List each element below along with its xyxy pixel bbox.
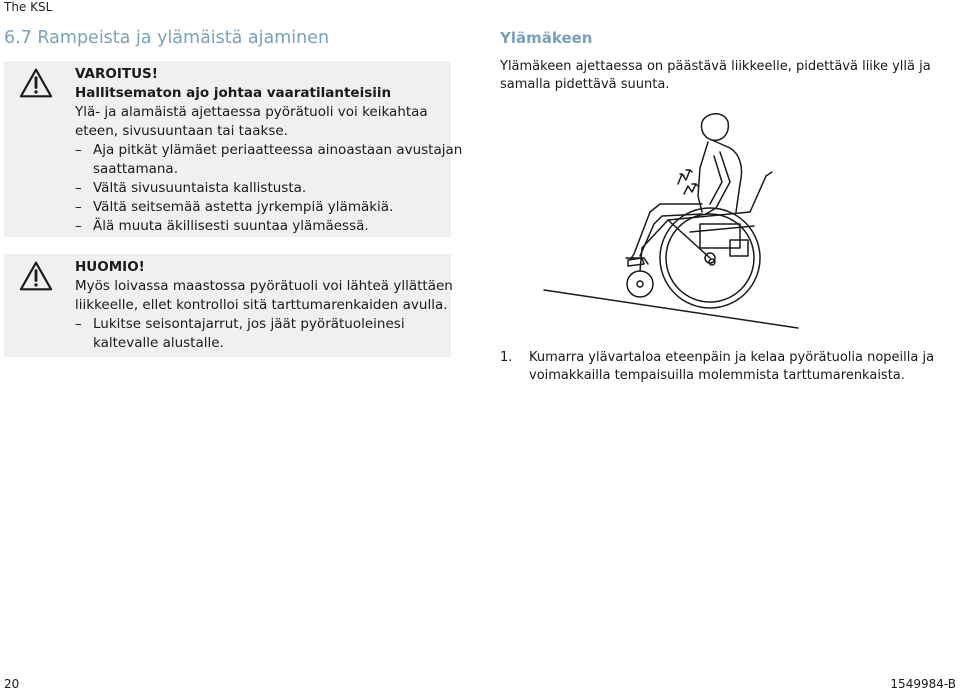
page-number: 20 (4, 677, 20, 691)
step-text-line: Kumarra ylävartaloa eteenpäin ja kelaa pyörätuolia nopeilla ja (529, 350, 935, 365)
step-number: 1. (500, 350, 513, 365)
header-brand: The KSL (4, 0, 53, 14)
step-text-line: voimakkailla tempaisuilla molemmista tarttumarenkaista. (529, 368, 905, 383)
warning-intro-line: Ylä- ja alamäistä ajettaessa pyörätuoli voi keikahtaa (75, 104, 428, 120)
warning-list-item: – Älä muuta äkillisesti suuntaa ylämäessä. (75, 218, 369, 234)
step-1 (500, 349, 950, 385)
warning-triangle-icon (18, 260, 54, 292)
warning-label: VAROITUS! (75, 66, 158, 82)
caution-intro-line: Myös loivassa maastossa pyörätuoli voi lähteä yllättäen (75, 278, 453, 294)
wheelchair-uphill-illustration (540, 108, 802, 330)
caution-label: HUOMIO! (75, 259, 145, 275)
uphill-intro: Ylämäkeen ajettaessa on päästävä liikkeelle, pidettävä liike yllä ja samalla pidettävä suunta. (500, 59, 931, 92)
uphill-title: Ylämäkeen (500, 29, 593, 47)
caution-list-item: – Lukitse seisontajarrut, jos jäät pyörätuoleinesi kaltevalle alustalle. (75, 316, 405, 351)
warning-list-item: – Vältä seitsemää astetta jyrkempiä ylämäkiä. (75, 199, 394, 215)
caution-notice (4, 254, 451, 357)
warning-intro-line: eteen, sivusuuntaan tai taakse. (75, 123, 288, 139)
document-id: 1549984-B (890, 677, 956, 691)
warning-list-item: – Aja pitkät ylämäet periaatteessa ainoastaan avustajan saattamana. (75, 142, 463, 177)
warning-notice (4, 61, 463, 237)
section-title: 6.7 Rampeista ja ylämäistä ajaminen (4, 28, 330, 48)
warning-list-item: – Vältä sivusuuntaista kallistusta. (75, 180, 307, 196)
warning-triangle-icon (18, 67, 54, 99)
warning-heading: Hallitsematon ajo johtaa vaaratilanteisiin (75, 85, 392, 101)
caution-intro-line: liikkeelle, ellet kontrolloi sitä tarttumarenkaiden avulla. (75, 297, 448, 313)
